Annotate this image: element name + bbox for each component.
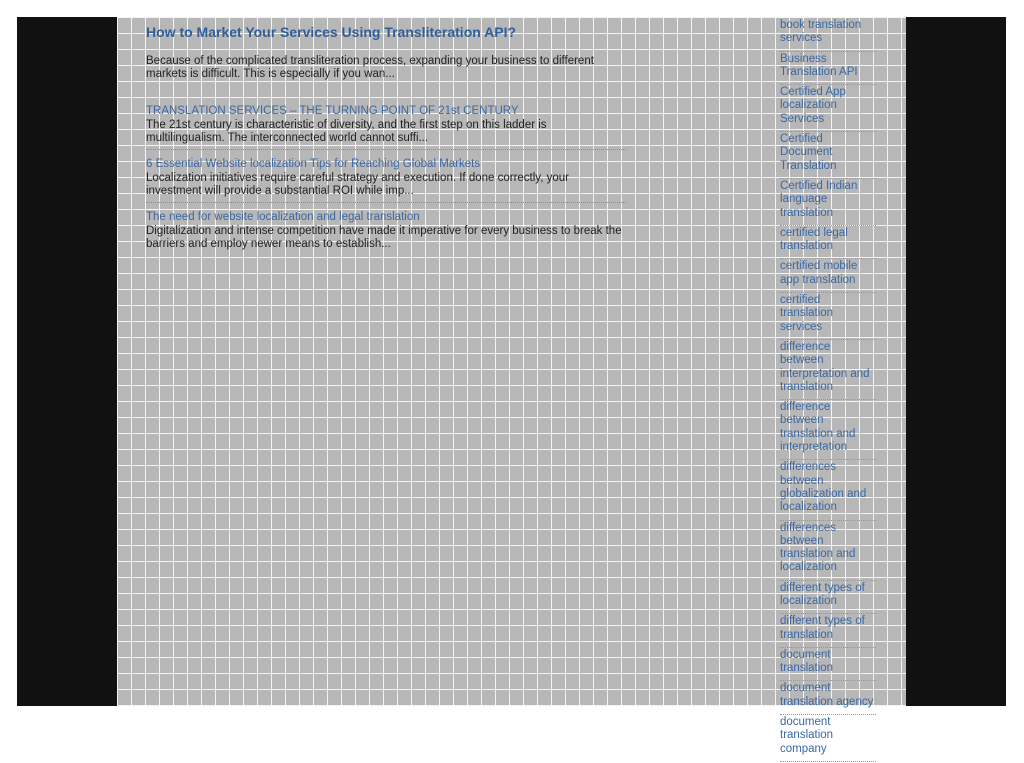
main-column bbox=[146, 23, 626, 255]
content-panel bbox=[117, 17, 906, 755]
tag-link[interactable]: Certified App localization Services bbox=[780, 86, 876, 132]
tag-link[interactable]: difference between translation and interpretation bbox=[780, 401, 876, 460]
post-title[interactable]: How to Market Your Services Using Transliteration API? bbox=[146, 24, 517, 40]
tag-link[interactable]: Certified Indian language translation bbox=[780, 180, 876, 226]
tag-link[interactable]: certified mobile app translation bbox=[780, 260, 876, 293]
article-excerpt: Digitalization and intense competition have made it imperative for every business to break the barriers and employ newer means to establish... bbox=[146, 225, 622, 250]
tag-link[interactable]: differences between globalization and localization bbox=[780, 461, 876, 520]
tag-link[interactable]: different types of translation bbox=[780, 615, 876, 648]
tag-link[interactable]: document translation agency bbox=[780, 682, 876, 715]
tag-link[interactable]: document translation company bbox=[780, 716, 876, 762]
article-excerpt: The 21st century is characteristic of diversity, and the first step on this ladder is multilingualism. The interconnected world cannot suffi... bbox=[146, 119, 547, 144]
article-title-link[interactable]: 6 Essential Website localization Tips for Reaching Global Markets bbox=[146, 158, 481, 170]
related-article bbox=[146, 158, 626, 203]
article-title-link[interactable]: The need for website localization and legal translation bbox=[146, 211, 420, 223]
related-article bbox=[146, 211, 626, 255]
article-title-link[interactable]: TRANSLATION SERVICES – THE TURNING POINT OF 21st CENTURY bbox=[146, 105, 519, 117]
tag-link[interactable]: different types of localization bbox=[780, 582, 876, 615]
tag-link[interactable]: difference between interpretation and translation bbox=[780, 341, 876, 400]
tag-sidebar bbox=[780, 19, 876, 763]
tag-link[interactable]: certified translation services bbox=[780, 294, 876, 340]
tag-link[interactable]: Certified Document Translation bbox=[780, 133, 876, 179]
post-excerpt: Because of the complicated transliteration process, expanding your business to different markets is difficult. This is especially if you wan... bbox=[146, 55, 594, 80]
tag-link[interactable]: document translation bbox=[780, 649, 876, 682]
tag-link[interactable]: certified legal translation bbox=[780, 227, 876, 260]
article-excerpt: Localization initiatives require careful strategy and execution. If done correctly, your investment will provide a substantial ROI while imp... bbox=[146, 172, 569, 197]
tag-link[interactable]: book translation services bbox=[780, 19, 876, 52]
related-article bbox=[146, 105, 626, 150]
tag-link[interactable]: differences between translation and localization bbox=[780, 522, 876, 581]
tag-link[interactable]: Business Translation API bbox=[780, 53, 876, 86]
page-frame bbox=[17, 17, 1006, 755]
